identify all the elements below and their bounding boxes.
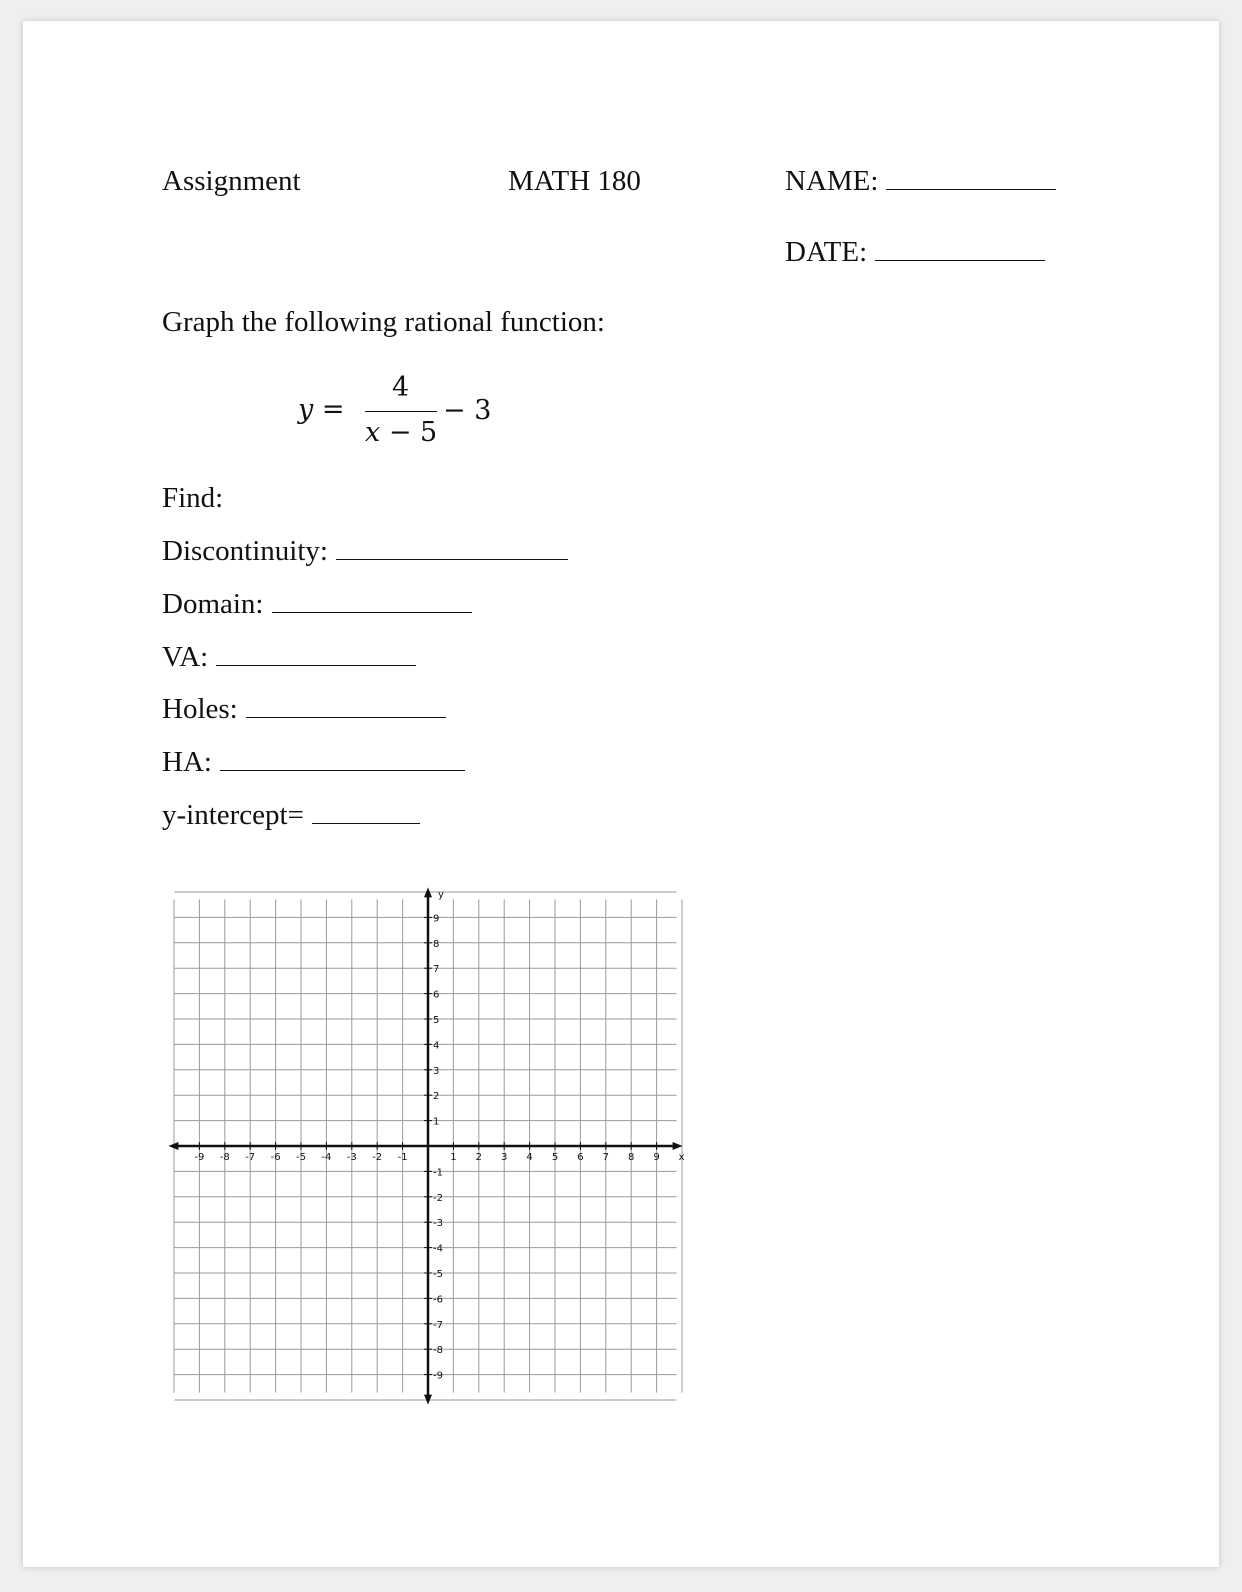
y-tick-label: 3 xyxy=(433,1065,440,1077)
va-label: VA: xyxy=(162,641,209,673)
y-tick-label: -3 xyxy=(433,1218,443,1230)
x-tick-label: -7 xyxy=(245,1152,256,1163)
denominator-operator: − xyxy=(388,417,412,448)
find-heading: Find: xyxy=(162,482,224,514)
worksheet-page xyxy=(23,21,1219,1567)
domain-label: Domain: xyxy=(162,588,264,620)
x-axis-arrow-left xyxy=(168,1142,178,1150)
discontinuity-label: Discontinuity: xyxy=(162,535,328,567)
x-tick-label: 2 xyxy=(475,1152,482,1163)
x-tick-label: -3 xyxy=(346,1152,357,1163)
name-field[interactable] xyxy=(785,167,1056,196)
y-tick-label: 9 xyxy=(433,913,440,925)
x-tick-label: 5 xyxy=(551,1152,559,1163)
y-tick-label: 8 xyxy=(433,938,440,950)
discontinuity-field[interactable] xyxy=(162,537,568,566)
y-tick-label: -7 xyxy=(433,1319,443,1331)
y-intercept-field[interactable] xyxy=(162,801,420,830)
x-tick-label: -8 xyxy=(219,1152,230,1163)
y-tick-label: -6 xyxy=(433,1294,443,1306)
y-tick-label: 7 xyxy=(433,964,440,976)
instruction-text: Graph the following rational function: xyxy=(162,306,605,338)
date-blank[interactable] xyxy=(875,238,1045,261)
x-tick-label: 1 xyxy=(450,1152,457,1163)
x-tick-label: 8 xyxy=(628,1152,635,1163)
x-tick-label: 4 xyxy=(526,1152,533,1163)
ha-field[interactable] xyxy=(162,748,465,777)
name-label: NAME: xyxy=(785,165,879,197)
x-axis-label: x xyxy=(678,1152,685,1163)
x-tick-label: 3 xyxy=(501,1152,508,1163)
x-tick-label: -4 xyxy=(321,1152,332,1163)
equation-y: y xyxy=(298,394,314,425)
coordinate-grid[interactable] xyxy=(163,889,693,1382)
x-tick-label: 7 xyxy=(602,1152,609,1163)
x-tick-label: 9 xyxy=(653,1152,660,1163)
x-tick-label: -5 xyxy=(296,1152,306,1163)
y-tick-label: -4 xyxy=(433,1243,443,1255)
domain-field[interactable] xyxy=(162,590,472,619)
va-blank[interactable] xyxy=(216,643,416,666)
holes-blank[interactable] xyxy=(246,695,446,718)
fraction-bar xyxy=(365,411,437,412)
x-tick-label: 6 xyxy=(577,1152,584,1163)
equation-tail: − 3 xyxy=(443,395,492,426)
denominator-variable: x xyxy=(365,417,381,448)
date-field[interactable] xyxy=(785,238,1045,267)
discontinuity-blank[interactable] xyxy=(336,537,568,560)
y-intercept-blank[interactable] xyxy=(312,801,420,824)
ha-blank[interactable] xyxy=(220,748,465,771)
equation-equals: = xyxy=(321,394,345,425)
date-label: DATE: xyxy=(785,236,868,268)
va-field[interactable] xyxy=(162,643,416,672)
course-title: MATH 180 xyxy=(508,165,641,197)
x-tick-label: -9 xyxy=(194,1152,205,1163)
y-tick-label: -9 xyxy=(433,1370,443,1382)
y-tick-label: 4 xyxy=(433,1040,440,1052)
name-blank[interactable] xyxy=(886,167,1056,190)
denominator-constant: 5 xyxy=(420,417,438,448)
y-tick-label: -5 xyxy=(433,1269,443,1280)
y-axis-label: y xyxy=(438,889,444,901)
x-tick-label: -6 xyxy=(270,1152,281,1163)
x-axis-arrow-right xyxy=(673,1142,683,1150)
holes-field[interactable] xyxy=(162,695,446,724)
assignment-label: Assignment xyxy=(162,165,301,197)
x-tick-label: -2 xyxy=(372,1152,383,1163)
y-tick-label: 5 xyxy=(433,1015,440,1026)
y-tick-label: -8 xyxy=(433,1345,443,1357)
y-tick-label: 6 xyxy=(433,989,440,1001)
y-tick-label: 2 xyxy=(433,1091,440,1103)
equation-numerator: 4 xyxy=(392,372,410,403)
holes-label: Holes: xyxy=(162,693,238,725)
equation-lhs xyxy=(298,394,344,425)
ha-label: HA: xyxy=(162,746,212,778)
y-intercept-label: y-intercept= xyxy=(162,799,304,831)
equation-denominator xyxy=(365,417,437,448)
y-tick-label: 1 xyxy=(433,1116,440,1128)
domain-blank[interactable] xyxy=(272,590,472,613)
x-tick-label: -1 xyxy=(397,1152,408,1163)
y-tick-label: -2 xyxy=(433,1192,443,1204)
y-tick-label: -1 xyxy=(433,1167,443,1179)
